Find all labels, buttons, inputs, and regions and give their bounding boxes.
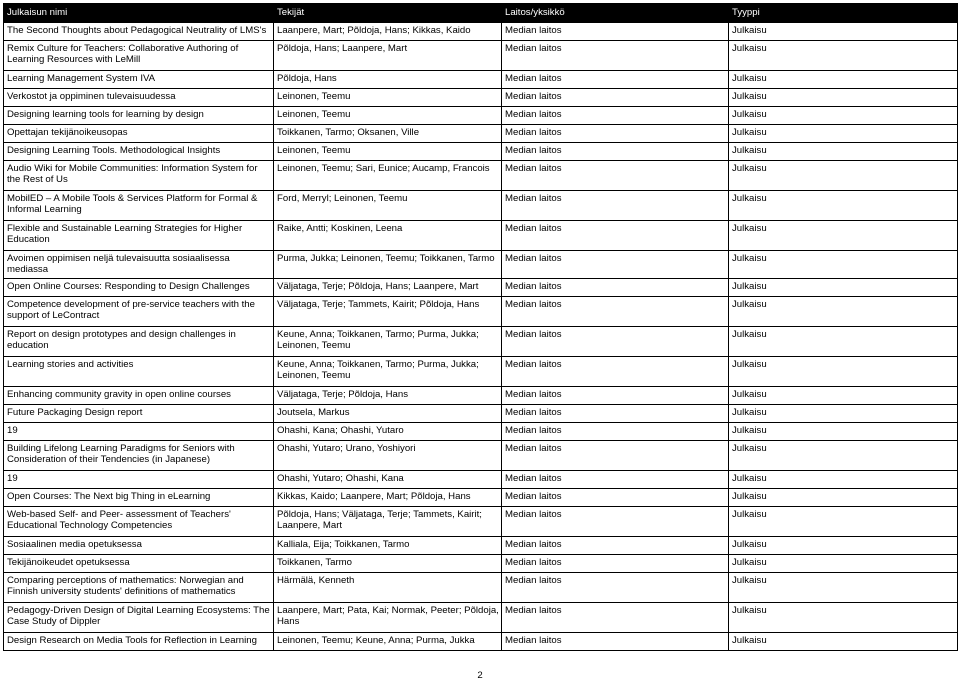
cell-type: Julkaisu bbox=[729, 488, 958, 506]
cell-title: Sosiaalinen media opetuksessa bbox=[4, 536, 274, 554]
cell-department: Median laitos bbox=[502, 356, 729, 386]
cell-type: Julkaisu bbox=[729, 356, 958, 386]
cell-authors: Härmälä, Kenneth bbox=[274, 572, 502, 602]
cell-authors: Väljataga, Terje; Tammets, Kairit; Põldoja, Hans bbox=[274, 296, 502, 326]
cell-department: Median laitos bbox=[502, 326, 729, 356]
cell-department: Median laitos bbox=[502, 296, 729, 326]
cell-type: Julkaisu bbox=[729, 422, 958, 440]
cell-department: Median laitos bbox=[502, 422, 729, 440]
cell-department: Median laitos bbox=[502, 404, 729, 422]
table-header-row bbox=[4, 4, 958, 23]
table-row bbox=[4, 124, 958, 142]
cell-authors: Põldoja, Hans bbox=[274, 70, 502, 88]
table-row bbox=[4, 22, 958, 40]
table-row bbox=[4, 160, 958, 190]
table-row bbox=[4, 572, 958, 602]
cell-department: Median laitos bbox=[502, 190, 729, 220]
table-row bbox=[4, 632, 958, 650]
cell-title: Competence development of pre-service teachers with the support of LeContract bbox=[4, 296, 274, 326]
table-row bbox=[4, 506, 958, 536]
cell-title: Design Research on Media Tools for Reflection in Learning bbox=[4, 632, 274, 650]
cell-type: Julkaisu bbox=[729, 22, 958, 40]
cell-authors: Raike, Antti; Koskinen, Leena bbox=[274, 220, 502, 250]
table-row bbox=[4, 40, 958, 70]
table-row bbox=[4, 88, 958, 106]
cell-department: Median laitos bbox=[502, 250, 729, 278]
cell-type: Julkaisu bbox=[729, 40, 958, 70]
cell-authors: Ohashi, Yutaro; Ohashi, Kana bbox=[274, 470, 502, 488]
cell-title: MobilED – A Mobile Tools & Services Platform for Formal & Informal Learning bbox=[4, 190, 274, 220]
cell-title: 19 bbox=[4, 470, 274, 488]
cell-authors: Purma, Jukka; Leinonen, Teemu; Toikkanen, Tarmo bbox=[274, 250, 502, 278]
cell-title: Open Courses: The Next big Thing in eLearning bbox=[4, 488, 274, 506]
cell-department: Median laitos bbox=[502, 40, 729, 70]
cell-department: Median laitos bbox=[502, 220, 729, 250]
cell-title: Comparing perceptions of mathematics: Norwegian and Finnish university students' definitions of mathematics bbox=[4, 572, 274, 602]
table-row bbox=[4, 356, 958, 386]
cell-type: Julkaisu bbox=[729, 386, 958, 404]
column-header-department: Laitos/yksikkö bbox=[502, 4, 729, 23]
cell-authors: Kalliala, Eija; Toikkanen, Tarmo bbox=[274, 536, 502, 554]
cell-type: Julkaisu bbox=[729, 70, 958, 88]
cell-department: Median laitos bbox=[502, 106, 729, 124]
cell-title: Remix Culture for Teachers: Collaborative Authoring of Learning Resources with LeMill bbox=[4, 40, 274, 70]
cell-type: Julkaisu bbox=[729, 326, 958, 356]
table-row bbox=[4, 326, 958, 356]
column-header-type: Tyyppi bbox=[729, 4, 958, 23]
cell-title: Designing learning tools for learning by design bbox=[4, 106, 274, 124]
cell-authors: Ford, Merryl; Leinonen, Teemu bbox=[274, 190, 502, 220]
cell-type: Julkaisu bbox=[729, 506, 958, 536]
cell-type: Julkaisu bbox=[729, 632, 958, 650]
column-header-authors: Tekijät bbox=[274, 4, 502, 23]
cell-type: Julkaisu bbox=[729, 278, 958, 296]
table-row bbox=[4, 250, 958, 278]
cell-type: Julkaisu bbox=[729, 536, 958, 554]
table-row bbox=[4, 70, 958, 88]
cell-authors: Joutsela, Markus bbox=[274, 404, 502, 422]
cell-department: Median laitos bbox=[502, 88, 729, 106]
table-row bbox=[4, 602, 958, 632]
cell-title: Avoimen oppimisen neljä tulevaisuutta sosiaalisessa mediassa bbox=[4, 250, 274, 278]
table-row bbox=[4, 142, 958, 160]
column-header-title: Julkaisun nimi bbox=[4, 4, 274, 23]
cell-authors: Ohashi, Kana; Ohashi, Yutaro bbox=[274, 422, 502, 440]
table-row bbox=[4, 190, 958, 220]
cell-title: Pedagogy-Driven Design of Digital Learning Ecosystems: The Case Study of Dippler bbox=[4, 602, 274, 632]
table-row bbox=[4, 470, 958, 488]
table-row bbox=[4, 536, 958, 554]
cell-title: Building Lifelong Learning Paradigms for Seniors with Consideration of their Tendencies (in Japanese) bbox=[4, 440, 274, 470]
cell-authors: Ohashi, Yutaro; Urano, Yoshiyori bbox=[274, 440, 502, 470]
cell-title: Web-based Self- and Peer- assessment of Teachers' Educational Technology Competencies bbox=[4, 506, 274, 536]
cell-title: Learning Management System IVA bbox=[4, 70, 274, 88]
cell-authors: Laanpere, Mart; Põldoja, Hans; Kikkas, Kaido bbox=[274, 22, 502, 40]
cell-department: Median laitos bbox=[502, 488, 729, 506]
cell-title: Learning stories and activities bbox=[4, 356, 274, 386]
cell-department: Median laitos bbox=[502, 506, 729, 536]
cell-type: Julkaisu bbox=[729, 88, 958, 106]
cell-department: Median laitos bbox=[502, 22, 729, 40]
cell-department: Median laitos bbox=[502, 70, 729, 88]
cell-title: Audio Wiki for Mobile Communities: Information System for the Rest of Us bbox=[4, 160, 274, 190]
cell-type: Julkaisu bbox=[729, 296, 958, 326]
cell-authors: Keune, Anna; Toikkanen, Tarmo; Purma, Jukka; Leinonen, Teemu bbox=[274, 356, 502, 386]
cell-department: Median laitos bbox=[502, 142, 729, 160]
cell-type: Julkaisu bbox=[729, 470, 958, 488]
cell-authors: Põldoja, Hans; Laanpere, Mart bbox=[274, 40, 502, 70]
cell-department: Median laitos bbox=[502, 160, 729, 190]
table-row bbox=[4, 554, 958, 572]
cell-department: Median laitos bbox=[502, 632, 729, 650]
cell-type: Julkaisu bbox=[729, 602, 958, 632]
cell-authors: Leinonen, Teemu bbox=[274, 106, 502, 124]
cell-type: Julkaisu bbox=[729, 160, 958, 190]
cell-department: Median laitos bbox=[502, 602, 729, 632]
cell-title: Opettajan tekijänoikeusopas bbox=[4, 124, 274, 142]
table-row bbox=[4, 386, 958, 404]
table-body bbox=[4, 22, 958, 650]
cell-authors: Toikkanen, Tarmo bbox=[274, 554, 502, 572]
cell-authors: Kikkas, Kaido; Laanpere, Mart; Põldoja, Hans bbox=[274, 488, 502, 506]
cell-department: Median laitos bbox=[502, 470, 729, 488]
cell-title: Report on design prototypes and design challenges in education bbox=[4, 326, 274, 356]
cell-type: Julkaisu bbox=[729, 440, 958, 470]
cell-authors: Leinonen, Teemu; Sari, Eunice; Aucamp, Francois bbox=[274, 160, 502, 190]
cell-authors: Põldoja, Hans; Väljataga, Terje; Tammets, Kairit; Laanpere, Mart bbox=[274, 506, 502, 536]
cell-type: Julkaisu bbox=[729, 106, 958, 124]
cell-type: Julkaisu bbox=[729, 220, 958, 250]
cell-type: Julkaisu bbox=[729, 250, 958, 278]
cell-title: Open Online Courses: Responding to Design Challenges bbox=[4, 278, 274, 296]
cell-title: The Second Thoughts about Pedagogical Neutrality of LMS's bbox=[4, 22, 274, 40]
cell-title: Designing Learning Tools. Methodological Insights bbox=[4, 142, 274, 160]
cell-authors: Väljataga, Terje; Põldoja, Hans bbox=[274, 386, 502, 404]
cell-department: Median laitos bbox=[502, 572, 729, 602]
cell-type: Julkaisu bbox=[729, 190, 958, 220]
table-row bbox=[4, 422, 958, 440]
cell-authors: Leinonen, Teemu; Keune, Anna; Purma, Jukka bbox=[274, 632, 502, 650]
cell-title: Flexible and Sustainable Learning Strategies for Higher Education bbox=[4, 220, 274, 250]
cell-title: Verkostot ja oppiminen tulevaisuudessa bbox=[4, 88, 274, 106]
cell-authors: Toikkanen, Tarmo; Oksanen, Ville bbox=[274, 124, 502, 142]
cell-department: Median laitos bbox=[502, 278, 729, 296]
cell-department: Median laitos bbox=[502, 386, 729, 404]
publications-table bbox=[3, 3, 958, 651]
table-row bbox=[4, 278, 958, 296]
cell-type: Julkaisu bbox=[729, 554, 958, 572]
table-row bbox=[4, 440, 958, 470]
cell-type: Julkaisu bbox=[729, 572, 958, 602]
cell-department: Median laitos bbox=[502, 124, 729, 142]
cell-department: Median laitos bbox=[502, 440, 729, 470]
cell-type: Julkaisu bbox=[729, 124, 958, 142]
table-row bbox=[4, 296, 958, 326]
cell-authors: Väljataga, Terje; Põldoja, Hans; Laanpere, Mart bbox=[274, 278, 502, 296]
page-number: 2 bbox=[477, 670, 483, 681]
cell-authors: Leinonen, Teemu bbox=[274, 142, 502, 160]
table-row bbox=[4, 106, 958, 124]
cell-authors: Leinonen, Teemu bbox=[274, 88, 502, 106]
table-row bbox=[4, 404, 958, 422]
cell-type: Julkaisu bbox=[729, 404, 958, 422]
table-row bbox=[4, 220, 958, 250]
table-row bbox=[4, 488, 958, 506]
cell-authors: Laanpere, Mart; Pata, Kai; Normak, Peeter; Põldoja, Hans bbox=[274, 602, 502, 632]
cell-title: 19 bbox=[4, 422, 274, 440]
cell-title: Enhancing community gravity in open online courses bbox=[4, 386, 274, 404]
cell-authors: Keune, Anna; Toikkanen, Tarmo; Purma, Jukka; Leinonen, Teemu bbox=[274, 326, 502, 356]
cell-title: Tekijänoikeudet opetuksessa bbox=[4, 554, 274, 572]
cell-type: Julkaisu bbox=[729, 142, 958, 160]
cell-department: Median laitos bbox=[502, 536, 729, 554]
cell-department: Median laitos bbox=[502, 554, 729, 572]
cell-title: Future Packaging Design report bbox=[4, 404, 274, 422]
